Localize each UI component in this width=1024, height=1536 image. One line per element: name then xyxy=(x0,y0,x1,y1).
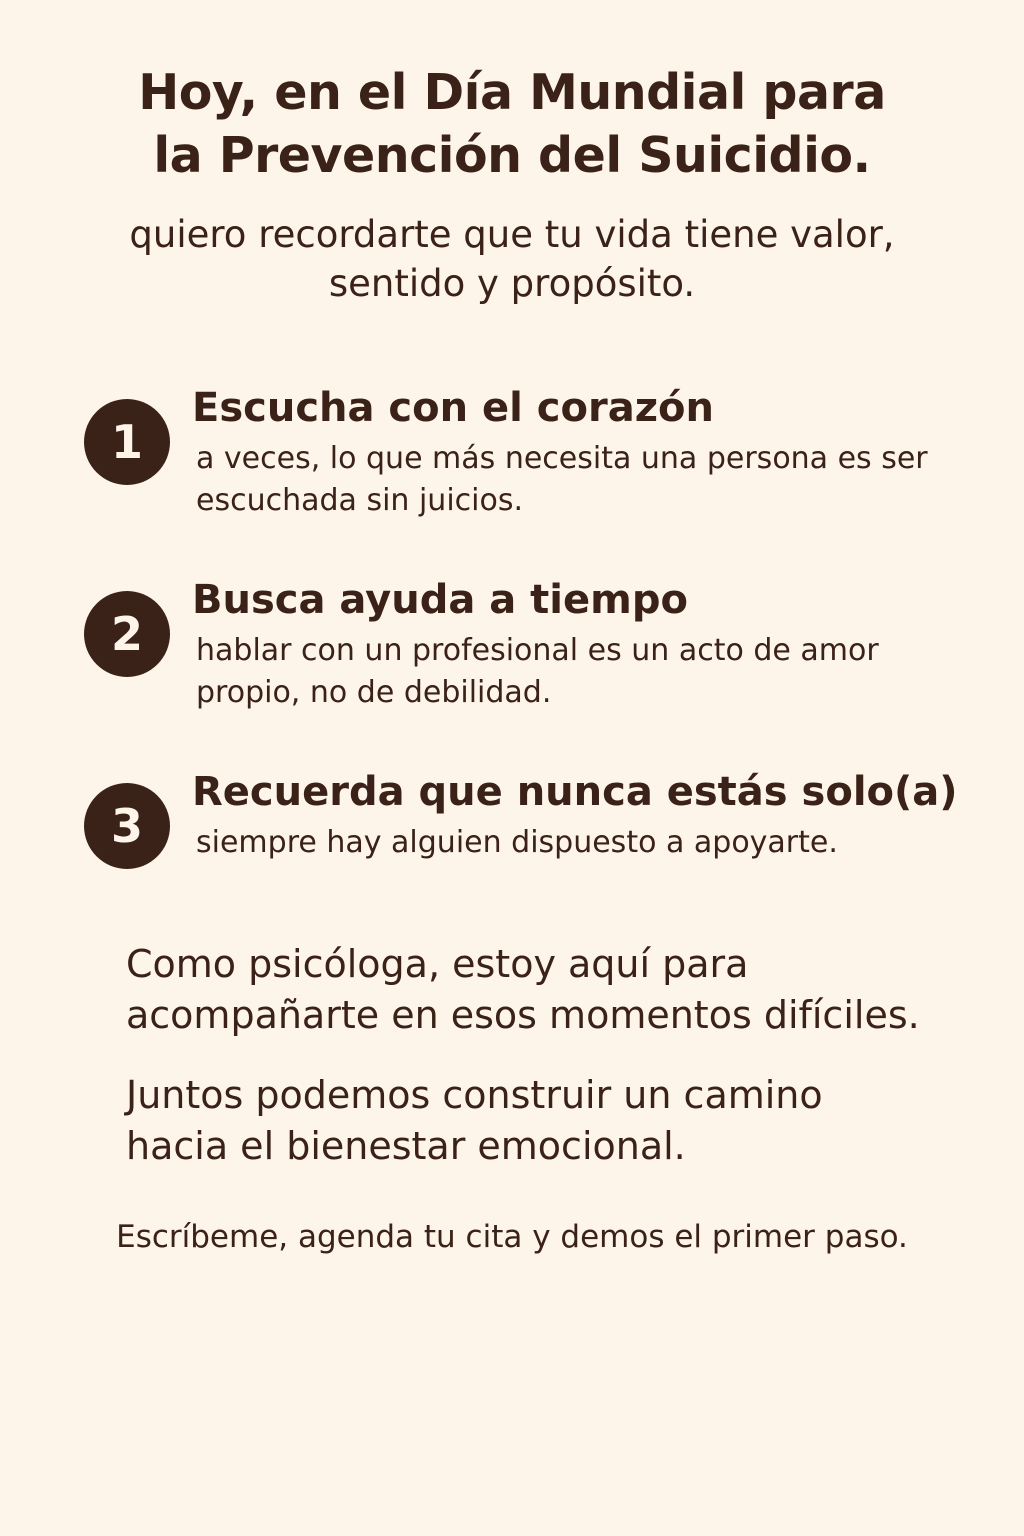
step-title: Escucha con el corazón xyxy=(192,385,714,432)
list-item xyxy=(56,767,968,869)
cta-text: Escríbeme, agenda tu cita y demos el primer paso. xyxy=(116,1219,908,1256)
step-description: hablar con un profesional es un acto de amor propio, no de debilidad. xyxy=(196,633,879,710)
step-number-badge: 2 xyxy=(84,591,170,677)
step-number-badge: 1 xyxy=(84,399,170,485)
subheadline xyxy=(56,211,968,309)
steps-list xyxy=(56,383,968,869)
closing-block xyxy=(56,939,968,1201)
step-text-block xyxy=(192,575,968,713)
list-item xyxy=(56,383,968,521)
headline-line-2: la Prevención del Suicidio. xyxy=(153,126,871,184)
subheadline-line-1: quiero recordarte que tu vida tiene valor, xyxy=(129,213,895,257)
step-number-badge: 3 xyxy=(84,783,170,869)
step-title: Busca ayuda a tiempo xyxy=(192,577,688,624)
closing-paragraph-2: Juntos podemos construir un camino hacia el bienestar emocional. xyxy=(126,1073,823,1168)
closing-paragraph-1: Como psicóloga, estoy aquí para acompañarte en esos momentos difíciles. xyxy=(126,942,920,1037)
step-text-block xyxy=(192,383,968,521)
step-text-block xyxy=(192,767,968,864)
subheadline-line-2: sentido y propósito. xyxy=(328,262,696,306)
page-title xyxy=(56,62,968,187)
list-item xyxy=(56,575,968,713)
headline-line-1: Hoy, en el Día Mundial para xyxy=(138,64,886,121)
step-title: Recuerda que nunca estás solo(a) xyxy=(192,769,958,816)
step-description: a veces, lo que más necesita una persona es ser escuchada sin juicios. xyxy=(196,441,928,518)
step-description: siempre hay alguien dispuesto a apoyarte. xyxy=(196,825,838,861)
